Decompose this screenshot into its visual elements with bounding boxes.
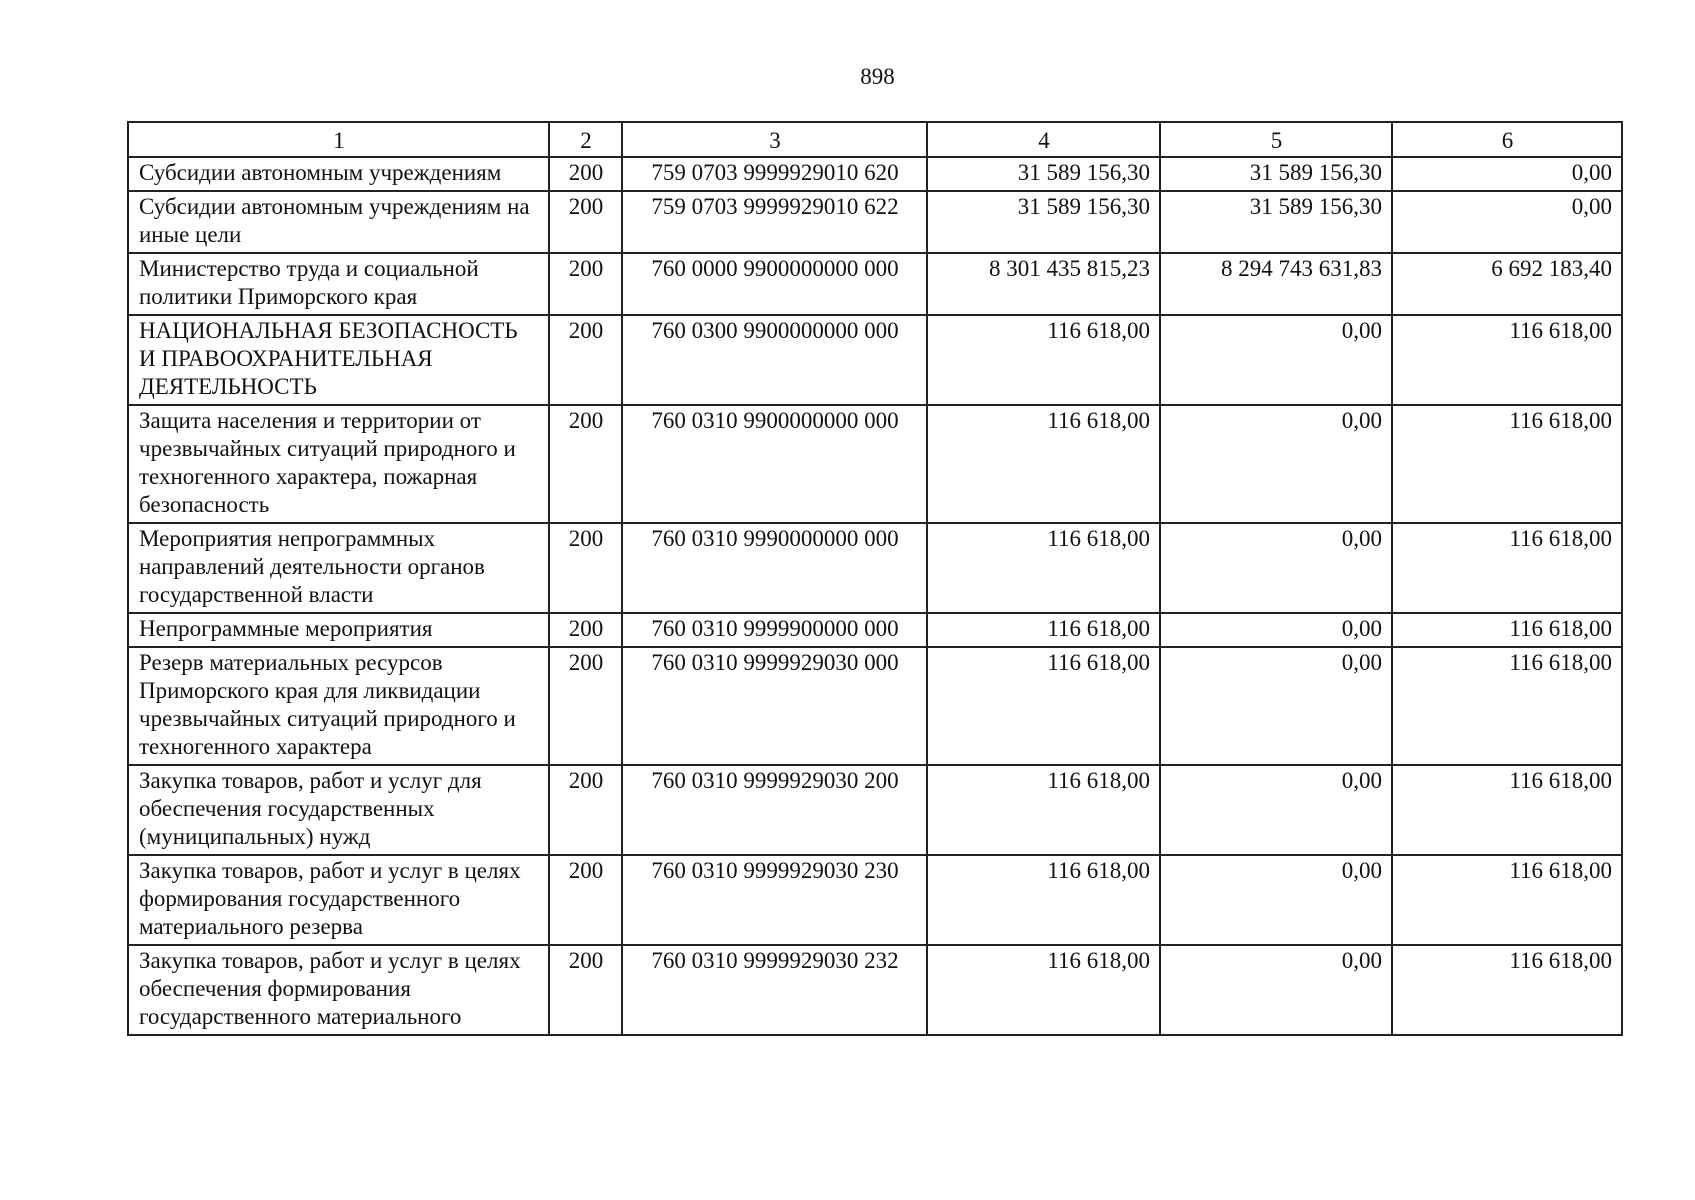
row-name: Непрограммные мероприятия xyxy=(128,613,549,647)
row-amount-diff: 116 618,00 xyxy=(1392,523,1622,613)
row-grbs: 200 xyxy=(549,613,622,647)
row-code: 760 0310 9999929030 232 xyxy=(622,945,927,1035)
header-cell-1: 1 xyxy=(128,122,549,157)
table-row xyxy=(128,191,1622,253)
row-amount-exec: 0,00 xyxy=(1160,613,1392,647)
table-row xyxy=(128,523,1622,613)
row-amount-plan: 116 618,00 xyxy=(927,405,1160,523)
row-grbs: 200 xyxy=(549,523,622,613)
row-name: Субсидии автономным учреждениям xyxy=(128,157,549,191)
header-cell-6: 6 xyxy=(1392,122,1622,157)
row-amount-exec: 31 589 156,30 xyxy=(1160,191,1392,253)
row-name: Закупка товаров, работ и услуг в целях формирования государственного материального резерва xyxy=(128,855,549,945)
page-number: 898 xyxy=(860,64,895,89)
table-row xyxy=(128,647,1622,765)
row-name: Министерство труда и социальной политики Приморского края xyxy=(128,253,549,315)
row-code: 760 0310 9999929030 200 xyxy=(622,765,927,855)
row-amount-plan: 116 618,00 xyxy=(927,613,1160,647)
row-code: 760 0310 9999929030 000 xyxy=(622,647,927,765)
row-grbs: 200 xyxy=(549,855,622,945)
row-name: Защита населения и территории от чрезвычайных ситуаций природного и техногенного характера, пожарная безопасность xyxy=(128,405,549,523)
row-amount-plan: 116 618,00 xyxy=(927,647,1160,765)
row-amount-plan: 116 618,00 xyxy=(927,765,1160,855)
row-amount-exec: 0,00 xyxy=(1160,765,1392,855)
row-grbs: 200 xyxy=(549,945,622,1035)
budget-table xyxy=(127,121,1623,1036)
table-row xyxy=(128,157,1622,191)
row-grbs: 200 xyxy=(549,253,622,315)
header-cell-2: 2 xyxy=(549,122,622,157)
row-amount-exec: 0,00 xyxy=(1160,405,1392,523)
row-code: 760 0310 9999900000 000 xyxy=(622,613,927,647)
header-cell-5: 5 xyxy=(1160,122,1392,157)
row-name: НАЦИОНАЛЬНАЯ БЕЗОПАСНОСТЬ И ПРАВООХРАНИТЕЛЬНАЯ ДЕЯТЕЛЬНОСТЬ xyxy=(128,315,549,405)
row-amount-diff: 116 618,00 xyxy=(1392,647,1622,765)
row-name: Субсидии автономным учреждениям на иные цели xyxy=(128,191,549,253)
row-grbs: 200 xyxy=(549,191,622,253)
row-amount-exec: 0,00 xyxy=(1160,315,1392,405)
row-amount-plan: 8 301 435 815,23 xyxy=(927,253,1160,315)
row-amount-exec: 0,00 xyxy=(1160,945,1392,1035)
row-code: 759 0703 9999929010 620 xyxy=(622,157,927,191)
row-amount-diff: 116 618,00 xyxy=(1392,855,1622,945)
row-grbs: 200 xyxy=(549,647,622,765)
row-amount-exec: 0,00 xyxy=(1160,855,1392,945)
row-name: Мероприятия непрограммных направлений деятельности органов государственной власти xyxy=(128,523,549,613)
row-code: 760 0000 9900000000 000 xyxy=(622,253,927,315)
table-row xyxy=(128,855,1622,945)
header-cell-4: 4 xyxy=(927,122,1160,157)
table-row xyxy=(128,315,1622,405)
row-code: 760 0310 9990000000 000 xyxy=(622,523,927,613)
row-amount-diff: 116 618,00 xyxy=(1392,405,1622,523)
header-row xyxy=(128,122,1622,157)
row-amount-plan: 31 589 156,30 xyxy=(927,191,1160,253)
row-grbs: 200 xyxy=(549,157,622,191)
row-amount-exec: 0,00 xyxy=(1160,647,1392,765)
row-amount-diff: 6 692 183,40 xyxy=(1392,253,1622,315)
row-amount-exec: 31 589 156,30 xyxy=(1160,157,1392,191)
table-row xyxy=(128,945,1622,1035)
header-cell-3: 3 xyxy=(622,122,927,157)
row-amount-plan: 116 618,00 xyxy=(927,315,1160,405)
row-amount-plan: 31 589 156,30 xyxy=(927,157,1160,191)
row-amount-diff: 116 618,00 xyxy=(1392,765,1622,855)
table-row xyxy=(128,405,1622,523)
row-amount-plan: 116 618,00 xyxy=(927,855,1160,945)
row-amount-plan: 116 618,00 xyxy=(927,945,1160,1035)
row-amount-exec: 0,00 xyxy=(1160,523,1392,613)
row-amount-exec: 8 294 743 631,83 xyxy=(1160,253,1392,315)
table-row xyxy=(128,765,1622,855)
table-row xyxy=(128,613,1622,647)
row-amount-diff: 116 618,00 xyxy=(1392,315,1622,405)
row-name: Закупка товаров, работ и услуг в целях обеспечения формирования государственного материального xyxy=(128,945,549,1035)
row-code: 760 0310 9999929030 230 xyxy=(622,855,927,945)
row-name: Закупка товаров, работ и услуг для обеспечения государственных (муниципальных) нужд xyxy=(128,765,549,855)
row-amount-diff: 0,00 xyxy=(1392,157,1622,191)
table-row xyxy=(128,253,1622,315)
row-grbs: 200 xyxy=(549,405,622,523)
row-amount-diff: 116 618,00 xyxy=(1392,613,1622,647)
row-grbs: 200 xyxy=(549,315,622,405)
row-code: 760 0310 9900000000 000 xyxy=(622,405,927,523)
row-grbs: 200 xyxy=(549,765,622,855)
row-code: 760 0300 9900000000 000 xyxy=(622,315,927,405)
row-code: 759 0703 9999929010 622 xyxy=(622,191,927,253)
row-amount-diff: 0,00 xyxy=(1392,191,1622,253)
row-name: Резерв материальных ресурсов Приморского края для ликвидации чрезвычайных ситуаций природного и техногенного характера xyxy=(128,647,549,765)
row-amount-plan: 116 618,00 xyxy=(927,523,1160,613)
row-amount-diff: 116 618,00 xyxy=(1392,945,1622,1035)
